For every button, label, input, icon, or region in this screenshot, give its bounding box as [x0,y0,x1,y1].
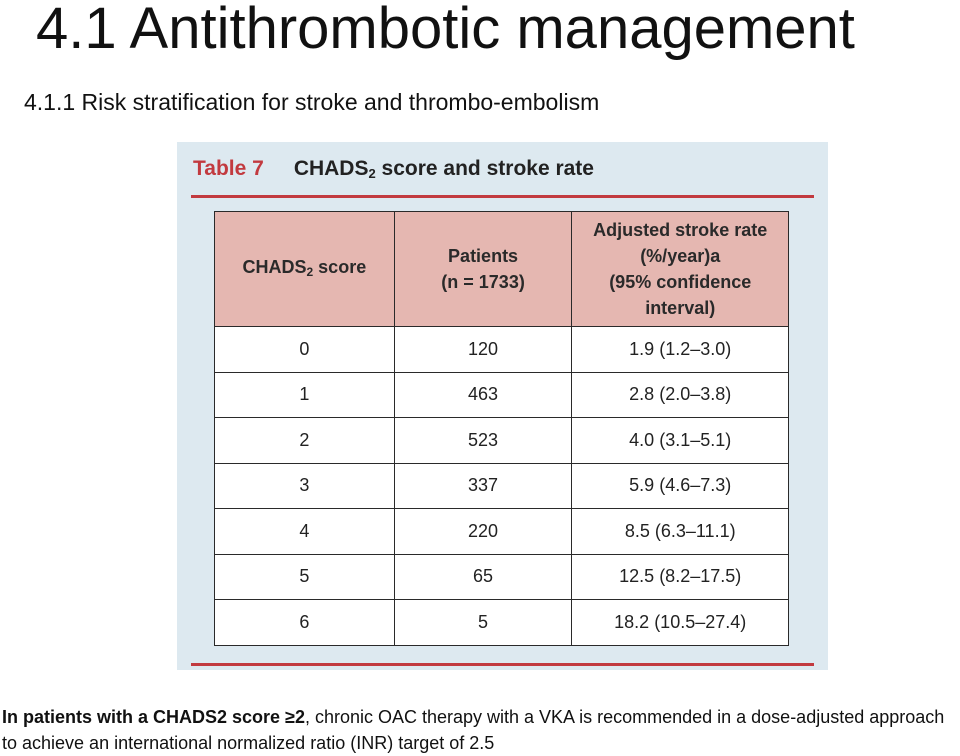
cell-score: 4 [215,509,395,555]
cell-patients: 523 [394,418,572,464]
column-header-score [215,212,395,327]
header-score-text: CHADS [242,256,307,277]
cell-stroke-rate: 4.0 (3.1–5.1) [572,418,789,464]
cell-stroke-rate: 18.2 (10.5–27.4) [572,600,789,646]
cell-score: 2 [215,418,395,464]
table-title-rest: score and stroke rate [375,157,594,180]
cell-patients: 5 [394,600,572,646]
table-heading [193,154,594,184]
table-row [215,600,789,646]
slide-subtitle: 4.1.1 Risk stratification for stroke and thrombo-embolism [24,89,600,115]
cell-patients: 220 [394,509,572,555]
table-header-row [215,212,789,327]
cell-stroke-rate: 8.5 (6.3–11.1) [572,509,789,555]
table-title [294,157,594,180]
slide-title: 4.1 Antithrombotic management [36,0,855,61]
cell-patients: 65 [394,554,572,600]
table-row [215,372,789,418]
header-score-subscript: 2 [306,264,314,279]
table-figure [177,142,828,670]
cell-score: 0 [215,327,395,373]
cell-stroke-rate: 5.9 (4.6–7.3) [572,463,789,509]
cell-score: 3 [215,463,395,509]
table-row [215,327,789,373]
table-title-chads: CHADS [293,157,369,180]
cell-stroke-rate: 2.8 (2.0–3.8) [572,372,789,418]
table-bottom-rule [191,663,814,666]
cell-stroke-rate: 12.5 (8.2–17.5) [572,554,789,600]
header-rate-line1: Adjusted stroke rate [593,220,768,240]
cell-score: 1 [215,372,395,418]
cell-score: 5 [215,554,395,600]
table-row [215,554,789,600]
header-patients-line1: Patients [448,246,519,266]
table-top-rule [191,195,814,198]
cell-patients: 463 [394,372,572,418]
table-number: Table 7 [193,157,264,180]
table-row [215,418,789,464]
header-patients-line2: (n = 1733) [441,272,525,292]
cell-patients: 120 [394,327,572,373]
column-header-patients [394,212,572,327]
recommendation-text [2,704,958,756]
cell-score: 6 [215,600,395,646]
header-rate-line4: interval) [645,298,716,318]
recommendation-rest: , chronic OAC therapy with a VKA is recommended in a dose-adjusted approach to achieve an international normalized ratio (INR) target of 2.5 [2,707,945,753]
header-rate-line3: (95% confidence [609,272,752,292]
table-row [215,463,789,509]
table-title-subscript: 2 [368,166,376,181]
table-row [215,509,789,555]
recommendation-bold: In patients with a CHADS2 score ≥2 [2,707,305,727]
cell-stroke-rate: 1.9 (1.2–3.0) [572,327,789,373]
cell-patients: 337 [394,463,572,509]
column-header-stroke-rate [572,212,789,327]
header-rate-line2: (%/year)a [640,246,721,266]
header-score-suffix: score [313,256,367,277]
chads-table [214,211,789,646]
